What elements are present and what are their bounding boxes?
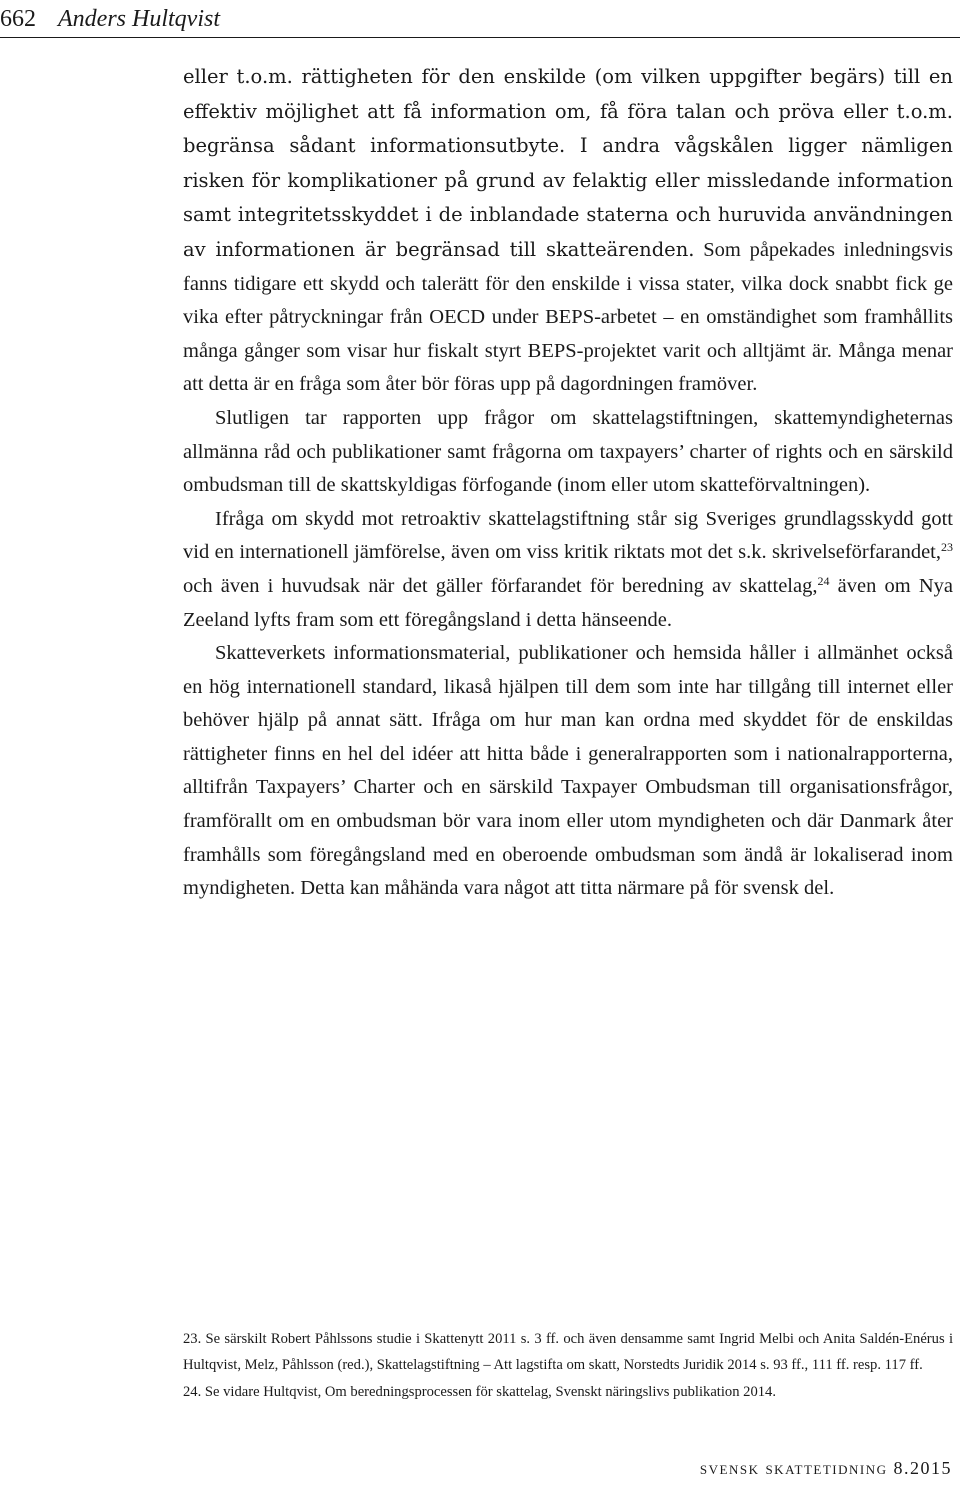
paragraph-1-serif-part: Som påpekades inledningsvis fanns tidigare ett skydd och talerätt för den enskilde i vissa stater, vilka dock snabbt fick ge vika efter påtryckningar från OECD under BEPS-arbetet – en omständighet som framhållits många gånger som visar hur fiskalt styrt BEPS-projektet varit och alltjämt är. Många menar att detta är en fråga som åter bör föras upp på dagordningen framöver.	[183, 238, 954, 396]
footnote-24: 24. Se vidare Hultqvist, Om beredningsprocessen för skattelag, Svenskt näringslivs publikation 2014.	[183, 1384, 776, 1400]
paragraph-3-part-b: och även i huvudsak när det gäller förfarandet för beredning av skattelag,	[183, 574, 818, 597]
footnote-ref-23[interactable]: 23	[941, 540, 953, 555]
paragraph-3-part-a: Ifråga om skydd mot retroaktiv skattelagstiftning står sig Sveriges grundlagsskydd gott vid en internationell jämförelse, även om viss kritik riktats mot det s.k. skrivelseförfarandet,	[183, 507, 953, 564]
paragraph-3	[183, 503, 953, 637]
journal-footer: svensk skattetidning 8.2015	[699, 1458, 952, 1478]
paragraph-2: Slutligen tar rapporten upp frågor om skattelagstiftningen, skattemyndigheternas allmänna råd och publikationer samt frågorna om taxpayers’ charter of rights och en särskild ombudsman till de skattskyldigas förfogande (inom eller utom skatteförvaltningen).	[183, 406, 953, 497]
page-number: 662	[0, 6, 36, 32]
footnotes	[183, 1327, 953, 1406]
running-author: Anders Hultqvist	[58, 6, 220, 32]
paragraph-1-sans-part: eller t.o.m. rättigheten för den enskilde (om vilken uppgifter begärs) till en effektiv möjlighet att få information om, få föra talan och pröva eller t.o.m. begränsa sådant informationsutbyte. I andra vågskålen ligger nämligen risken för komplikationer på grund av felaktig eller missledande information samt integritetsskyddet i de inblandade staterna och huruvida användningen av informationen är begränsad till skatteärenden.	[183, 65, 953, 261]
paragraph-1	[183, 60, 953, 402]
footnote-ref-24[interactable]: 24	[817, 573, 830, 588]
running-head	[0, 0, 960, 40]
header-rule	[0, 37, 960, 38]
paragraph-4: Skatteverkets informationsmaterial, publikationer och hemsida håller i allmänhet också en hög internationell standard, likaså hjälpen till dem som inte har tillgång till internet eller behöver hjälp på annat sätt. Ifråga om hur man kan ordna med skyddet för de enskildas rättigheter finns en hel del idéer att hitta både i generalrapporten som i nationalrapporterna, alltifrån Taxpayers’ Charter och en särskild Taxpayer Ombudsman till organisationsfrågor, framförallt om en ombudsman bör vara inom eller utom myndigheten och där Danmark åter framhålls som föregångsland med en oberoende ombudsman som ändå är lokaliserad inom myndigheten. Detta kan måhända vara något att titta närmare på för svensk del.	[183, 642, 953, 900]
footnote-23: 23. Se särskilt Robert Påhlssons studie i Skattenytt 2011 s. 3 ff. och även densamme samt Ingrid Melbi och Anita Saldén-Enérus i Hultqvist, Melz, Påhlsson (red.), Skattelagstiftning – Att lagstifta om skatt, Norstedts Juridik 2014 s. 93 ff., 111 ff. resp. 117 ff.	[183, 1331, 953, 1373]
body-text	[183, 60, 953, 906]
paragraph-3-part-c: även om Nya Zeeland lyfts fram som ett föregångsland i detta hänseende.	[183, 574, 953, 631]
